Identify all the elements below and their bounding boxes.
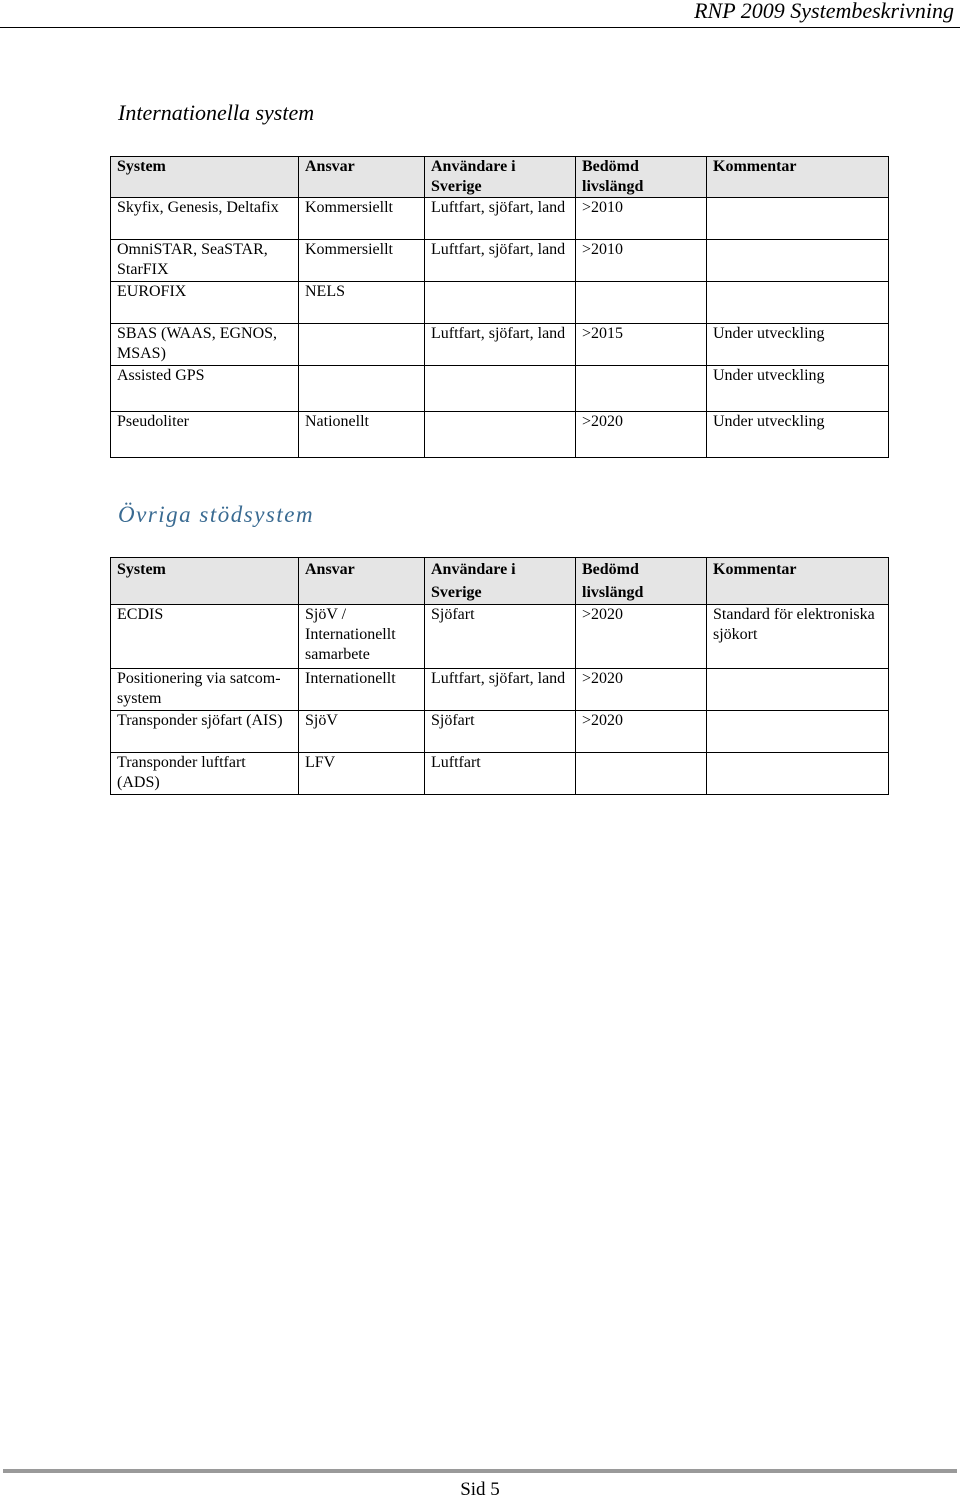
column-header: System bbox=[111, 157, 299, 198]
table-cell bbox=[576, 366, 707, 412]
document-title: RNP 2009 Systembeskrivning bbox=[694, 0, 954, 23]
column-header: Kommentar bbox=[707, 157, 889, 198]
column-header: Kommentar bbox=[707, 558, 889, 605]
table-cell: >2020 bbox=[576, 711, 707, 753]
table-row bbox=[111, 198, 889, 240]
table-cell: Kommersiellt bbox=[299, 240, 425, 282]
table-row bbox=[111, 282, 889, 324]
table-cell: Luftfart, sjöfart, land bbox=[425, 240, 576, 282]
table-cell: Luftfart bbox=[425, 753, 576, 795]
table-cell bbox=[707, 240, 889, 282]
table-cell: Nationellt bbox=[299, 412, 425, 458]
page-number: Sid 5 bbox=[460, 1479, 500, 1500]
table-cell: ECDIS bbox=[111, 605, 299, 669]
table-cell bbox=[576, 282, 707, 324]
table-row bbox=[111, 711, 889, 753]
table-cell: Pseudoliter bbox=[111, 412, 299, 458]
table-row bbox=[111, 605, 889, 669]
table-cell: SBAS (WAAS, EGNOS, MSAS) bbox=[111, 324, 299, 366]
column-header: Bedömd livslängd bbox=[576, 558, 707, 605]
table-cell: >2020 bbox=[576, 412, 707, 458]
table-cell: Internationellt bbox=[299, 669, 425, 711]
table-row bbox=[111, 669, 889, 711]
table-cell: Sjöfart bbox=[425, 605, 576, 669]
table-cell: SjöV bbox=[299, 711, 425, 753]
table-cell: Assisted GPS bbox=[111, 366, 299, 412]
page-header bbox=[0, 0, 960, 28]
table-cell: Under utveckling bbox=[707, 412, 889, 458]
international-systems-table bbox=[110, 156, 889, 458]
table-cell bbox=[299, 366, 425, 412]
table-row bbox=[111, 753, 889, 795]
column-header: System bbox=[111, 558, 299, 605]
column-header: Ansvar bbox=[299, 157, 425, 198]
table-cell: Under utveckling bbox=[707, 366, 889, 412]
table-row bbox=[111, 324, 889, 366]
table-cell: Luftfart, sjöfart, land bbox=[425, 324, 576, 366]
table-cell: Standard för elektroniska sjökort bbox=[707, 605, 889, 669]
table-cell: >2010 bbox=[576, 198, 707, 240]
table-cell bbox=[299, 324, 425, 366]
footer-divider bbox=[3, 1469, 957, 1473]
table-cell: >2015 bbox=[576, 324, 707, 366]
table-cell bbox=[576, 753, 707, 795]
table-cell bbox=[425, 282, 576, 324]
table-cell: OmniSTAR, SeaSTAR, StarFIX bbox=[111, 240, 299, 282]
column-header: Ansvar bbox=[299, 558, 425, 605]
other-support-systems-table bbox=[110, 557, 889, 795]
table-cell bbox=[707, 198, 889, 240]
section-title-other-support: Övriga stödsystem bbox=[118, 502, 315, 527]
table-cell: >2020 bbox=[576, 605, 707, 669]
table-cell: Under utveckling bbox=[707, 324, 889, 366]
table-cell: EUROFIX bbox=[111, 282, 299, 324]
section-title-international: Internationella system bbox=[118, 100, 315, 125]
table-cell bbox=[425, 366, 576, 412]
table-cell bbox=[707, 711, 889, 753]
table-cell bbox=[425, 412, 576, 458]
table-cell: LFV bbox=[299, 753, 425, 795]
table-row bbox=[111, 366, 889, 412]
table-cell: Sjöfart bbox=[425, 711, 576, 753]
column-header: Bedömd livslängd bbox=[576, 157, 707, 198]
table-row bbox=[111, 240, 889, 282]
table-cell: Kommersiellt bbox=[299, 198, 425, 240]
table-cell: Positionering via satcom-system bbox=[111, 669, 299, 711]
table-header-row bbox=[111, 157, 889, 198]
table-header-row bbox=[111, 558, 889, 605]
table-cell bbox=[707, 282, 889, 324]
table-cell: Luftfart, sjöfart, land bbox=[425, 198, 576, 240]
column-header: Användare i Sverige bbox=[425, 558, 576, 605]
table-row bbox=[111, 412, 889, 458]
column-header: Användare i Sverige bbox=[425, 157, 576, 198]
table-cell: SjöV / Internationellt samarbete bbox=[299, 605, 425, 669]
table-cell bbox=[707, 753, 889, 795]
table-cell: NELS bbox=[299, 282, 425, 324]
table-cell: >2020 bbox=[576, 669, 707, 711]
table-cell: Skyfix, Genesis, Deltafix bbox=[111, 198, 299, 240]
table-cell: >2010 bbox=[576, 240, 707, 282]
table-cell bbox=[707, 669, 889, 711]
table-cell: Transponder luftfart (ADS) bbox=[111, 753, 299, 795]
table-cell: Luftfart, sjöfart, land bbox=[425, 669, 576, 711]
table-cell: Transponder sjöfart (AIS) bbox=[111, 711, 299, 753]
